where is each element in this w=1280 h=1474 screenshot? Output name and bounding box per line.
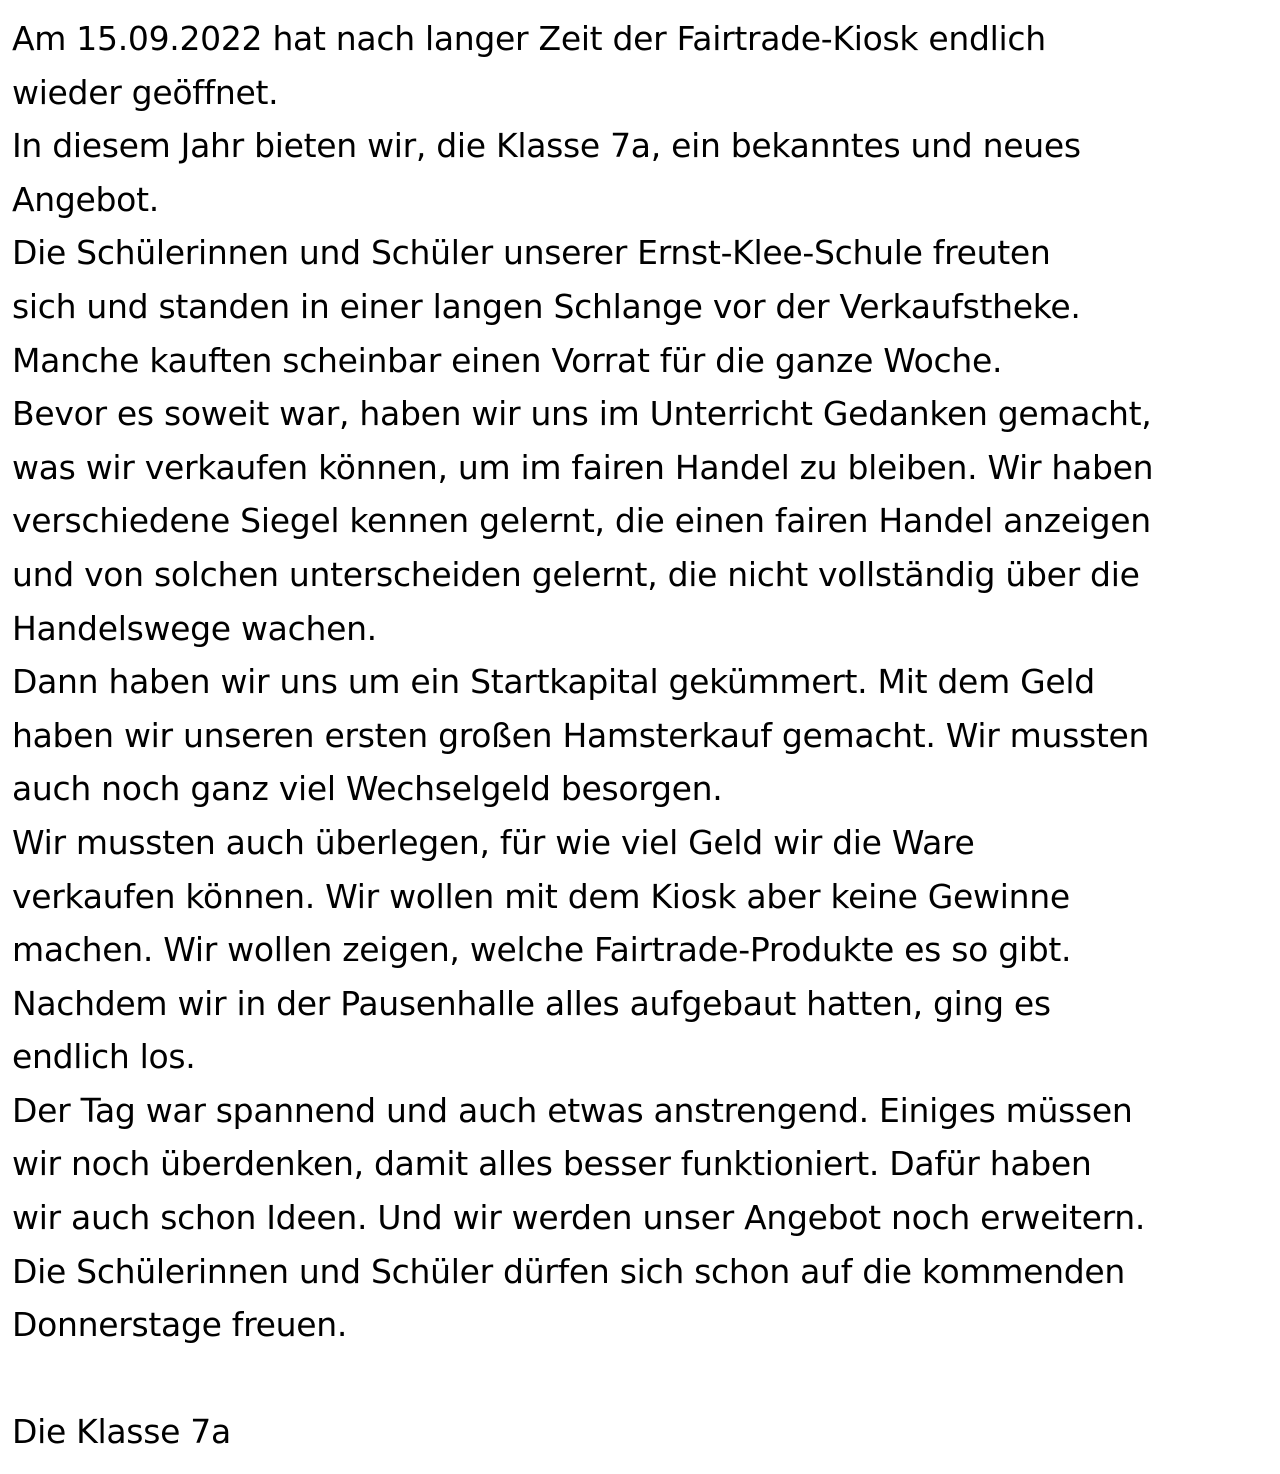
text-line: In diesem Jahr bieten wir, die Klasse 7a, ein bekanntes und neues (12, 126, 1081, 166)
text-line: Dann haben wir uns um ein Startkapital gekümmert. Mit dem Geld (12, 662, 1095, 702)
text-line: Der Tag war spannend und auch etwas anstrengend. Einiges müssen (12, 1090, 1133, 1130)
text-line: Die Schülerinnen und Schüler unserer Ernst-Klee-Schule freuten (12, 233, 1051, 273)
document-page (12, 12, 1274, 1459)
text-line: wir noch überdenken, damit alles besser funktioniert. Dafür haben (12, 1144, 1092, 1184)
text-line: verschiedene Siegel kennen gelernt, die einen fairen Handel anzeigen (12, 501, 1151, 541)
paragraph-pricing (12, 816, 1274, 977)
paragraph-setup (12, 977, 1274, 1084)
text-line: Nachdem wir in der Pausenhalle alles aufgebaut hatten, ging es (12, 983, 1051, 1023)
text-line: Am 15.09.2022 hat nach langer Zeit der Fairtrade-Kiosk endlich (12, 19, 1046, 58)
text-line: Wir mussten auch überlegen, für wie viel Geld wir die Ware (12, 822, 975, 862)
text-line: Bevor es soweit war, haben wir uns im Unterricht Gedanken gemacht, (12, 394, 1152, 434)
text-line: wir auch schon Ideen. Und wir werden unser Angebot noch erweitern. (12, 1198, 1146, 1238)
text-line: wieder geöffnet. (12, 72, 279, 112)
paragraph-opening (12, 12, 1274, 119)
paragraph-capital (12, 655, 1274, 816)
text-line: sich und standen in einer langen Schlange vor der Verkaufstheke. (12, 286, 1081, 326)
paragraph-offer (12, 119, 1274, 226)
text-line: endlich los. (12, 1037, 196, 1077)
text-line: und von solchen unterscheiden gelernt, die nicht vollständig über die (12, 554, 1140, 594)
paragraph-students (12, 226, 1274, 387)
paragraph-preparation (12, 387, 1274, 655)
text-line: auch noch ganz viel Wechselgeld besorgen. (12, 769, 723, 809)
paragraph-conclusion (12, 1084, 1274, 1352)
signature-text: Die Klasse 7a (12, 1412, 231, 1452)
text-line: Handelswege wachen. (12, 608, 377, 648)
blank-line (12, 1352, 1274, 1406)
text-line: verkaufen können. Wir wollen mit dem Kiosk aber keine Gewinne (12, 876, 1070, 916)
text-line: Donnerstage freuen. (12, 1305, 348, 1345)
text-line: machen. Wir wollen zeigen, welche Fairtrade-Produkte es so gibt. (12, 930, 1072, 970)
text-line: Manche kauften scheinbar einen Vorrat für die ganze Woche. (12, 340, 1003, 380)
text-line: Die Schülerinnen und Schüler dürfen sich schon auf die kommenden (12, 1251, 1126, 1291)
text-line: was wir verkaufen können, um im fairen Handel zu bleiben. Wir haben (12, 447, 1154, 487)
text-line: haben wir unseren ersten großen Hamsterkauf gemacht. Wir mussten (12, 715, 1150, 755)
signature (12, 1405, 1274, 1459)
text-line: Angebot. (12, 179, 159, 219)
